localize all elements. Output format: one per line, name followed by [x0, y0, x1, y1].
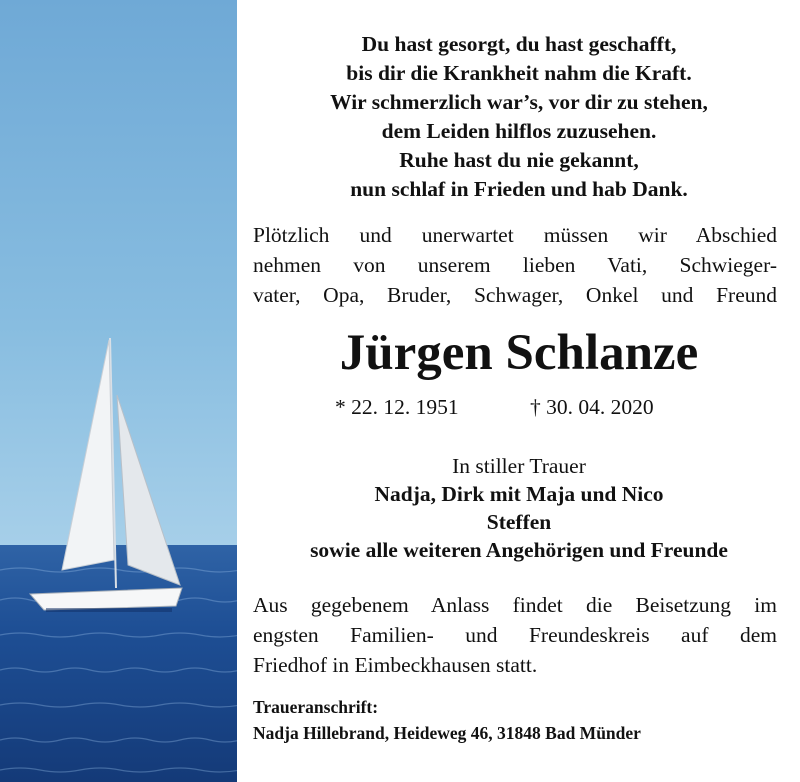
sailboat-photo	[0, 0, 237, 782]
sailboat-illustration	[0, 0, 237, 782]
sky	[0, 0, 237, 545]
poem-line: nun schlaf in Frieden und hab Dank.	[350, 177, 688, 201]
poem-line: bis dir die Krankheit nahm die Kraft.	[346, 61, 692, 85]
address-line: Nadja Hillebrand, Heideweg 46, 31848 Bad Münder	[253, 723, 641, 743]
announcement-paragraph	[253, 220, 777, 310]
announcement-line: vater, Opa, Bruder, Schwager, Onkel und Freund	[253, 283, 777, 307]
poem-line: Du hast gesorgt, du hast geschafft,	[361, 32, 677, 56]
poem-line: dem Leiden hilflos zuzusehen.	[381, 119, 657, 143]
hull-shadow	[46, 608, 172, 612]
funeral-line: engsten Familien- und Freundeskreis auf dem	[253, 623, 777, 647]
announcement-line: nehmen von unserem lieben Vati, Schwieger-	[253, 253, 777, 277]
mourning-intro: In stiller Trauer	[452, 454, 586, 478]
mourners-block	[245, 452, 793, 564]
memorial-poem	[245, 30, 793, 204]
poem-line: Ruhe hast du nie gekannt,	[399, 148, 639, 172]
poem-line: Wir schmerzlich war’s, vor dir zu stehen,	[330, 90, 708, 114]
mourning-address	[253, 694, 777, 746]
funeral-paragraph	[253, 590, 777, 680]
notice-text	[245, 0, 793, 782]
funeral-line: Friedhof in Eimbeckhausen statt.	[253, 653, 538, 677]
announcement-line: Plötzlich und unerwartet müssen wir Abschied	[253, 223, 777, 247]
mourner-line: sowie alle weiteren Angehörigen und Freunde	[310, 538, 728, 562]
funeral-line: Aus gegebenem Anlass findet die Beisetzung im	[253, 593, 777, 617]
birth-date: * 22. 12. 1951	[335, 395, 459, 419]
sea	[0, 545, 237, 782]
death-date: † 30. 04. 2020	[530, 395, 654, 419]
mourner-line: Steffen	[486, 510, 552, 534]
mourner-line: Nadja, Dirk mit Maja und Nico	[374, 482, 664, 506]
deceased-name: Jürgen Schlanze	[339, 325, 699, 381]
address-label: Traueranschrift:	[253, 697, 379, 717]
